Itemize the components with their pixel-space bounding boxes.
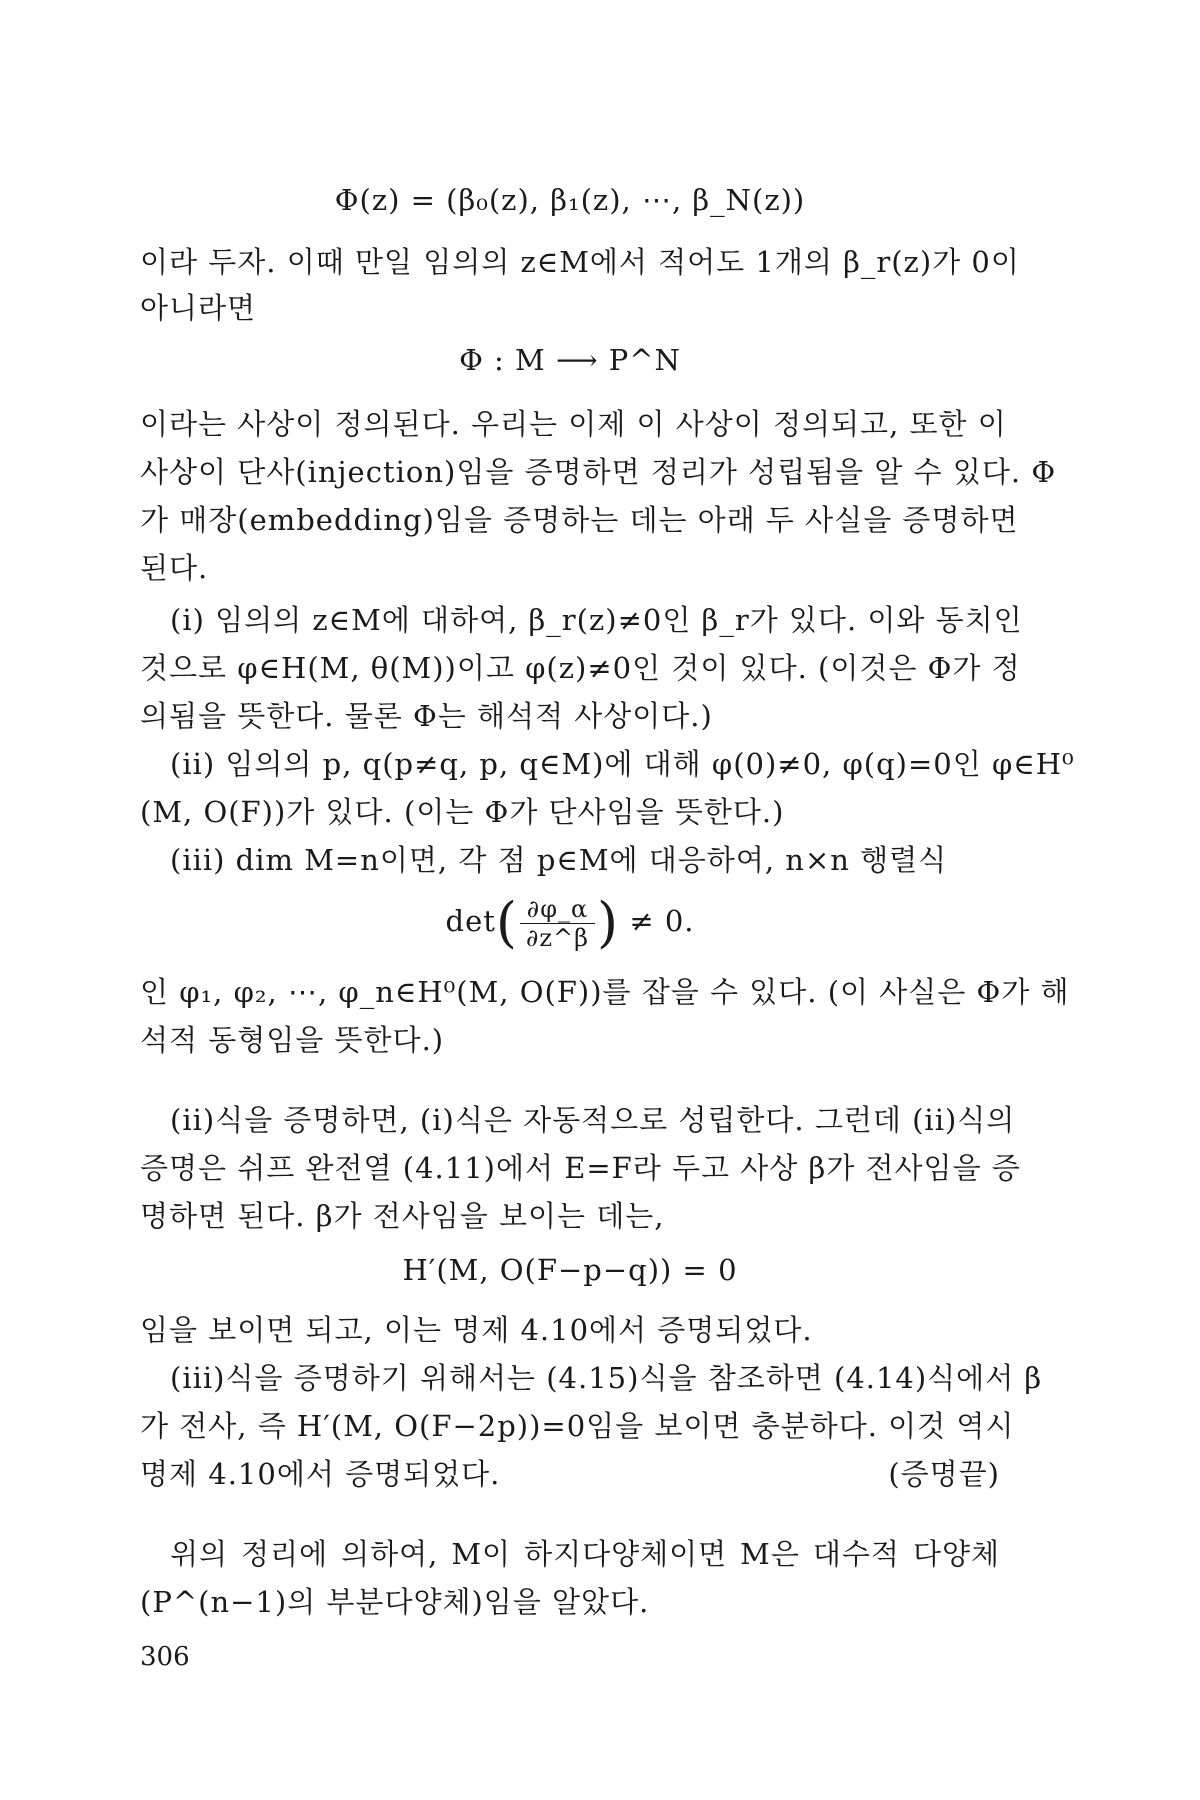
det-label: det bbox=[445, 904, 496, 938]
text-line: (iii)식을 증명하기 위해서는 (4.15)식을 참조하면 (4.14)식에서 β bbox=[170, 1361, 1043, 1395]
right-paren: ) bbox=[597, 891, 620, 954]
condition-iii-line: (iii) dim M=n이면, 각 점 p∈M에 대응하여, n×n 행렬식 bbox=[170, 843, 948, 877]
text-line: 위의 정리에 의하여, M이 하지다양체이면 M은 대수적 다양체 bbox=[170, 1537, 1000, 1571]
equation-determinant bbox=[140, 886, 1000, 956]
condition-i-line: (i) 임의의 z∈M에 대하여, β_r(z)≠0인 β_r가 있다. 이와 동치인 bbox=[170, 603, 1023, 637]
text-line: 명제 4.10에서 증명되었다. bbox=[140, 1457, 501, 1491]
condition-i-line: 의됨을 뜻한다. 물론 Φ는 해석적 사상이다.) bbox=[140, 699, 713, 733]
left-paren: ( bbox=[495, 891, 518, 954]
condition-ii-line: (M, O(F))가 있다. (이는 Φ가 단사임을 뜻한다.) bbox=[140, 795, 785, 829]
partial-fraction bbox=[520, 895, 595, 952]
condition-i-line: 것으로 φ∈H(M, θ(M))이고 φ(z)≠0인 것이 있다. (이것은 Φ가 정 bbox=[140, 651, 1021, 685]
equation-cohomology: H′(M, O(F−p−q)) = 0 bbox=[402, 1253, 738, 1287]
condition-iii-line: 석적 동형임을 뜻한다.) bbox=[140, 1023, 445, 1057]
fraction-numerator: ∂φ_α bbox=[520, 895, 595, 924]
text-line: 아니라면 bbox=[140, 291, 257, 325]
text-line: 증명은 쉬프 완전열 (4.11)에서 E=F라 두고 사상 β가 전사임을 증 bbox=[140, 1151, 1021, 1185]
text-line: 가 매장(embedding)임을 증명하는 데는 아래 두 사실을 증명하면 bbox=[140, 503, 1019, 537]
proof-end-marker: (증명끝) bbox=[888, 1457, 1000, 1491]
equation-phi-definition: Φ(z) = (β₀(z), β₁(z), ⋯, β_N(z)) bbox=[334, 183, 806, 217]
text-line: (ii)식을 증명하면, (i)식은 자동적으로 성립한다. 그런데 (ii)식의 bbox=[170, 1103, 1016, 1137]
text-line: 이라 두자. 이때 만일 임의의 z∈M에서 적어도 1개의 β_r(z)가 0이 bbox=[140, 245, 1020, 279]
text-line: 명하면 된다. β가 전사임을 보이는 데는, bbox=[140, 1199, 665, 1233]
condition-ii-line: (ii) 임의의 p, q(p≠q, p, q∈M)에 대해 φ(0)≠0, φ(q)=0인 φ∈H⁰ bbox=[170, 747, 1075, 781]
condition-iii-line: 인 φ₁, φ₂, ⋯, φ_n∈H⁰(M, O(F))를 잡을 수 있다. (이 사실은 Φ가 해 bbox=[140, 975, 1070, 1009]
equation-phi-map: Φ : M ⟶ P^N bbox=[459, 343, 681, 377]
text-line: 사상이 단사(injection)임을 증명하면 정리가 성립됨을 알 수 있다. Φ bbox=[140, 455, 1057, 489]
text-line: 이라는 사상이 정의된다. 우리는 이제 이 사상이 정의되고, 또한 이 bbox=[140, 407, 1007, 441]
text-line: 된다. bbox=[140, 551, 209, 585]
fraction-denominator: ∂z^β bbox=[525, 923, 590, 952]
text-line: 가 전사, 즉 H′(M, O(F−2p))=0임을 보이면 충분하다. 이것 역시 bbox=[140, 1409, 1015, 1443]
page-number: 306 bbox=[140, 1642, 190, 1672]
text-line: (P^(n−1)의 부분다양체)임을 알았다. bbox=[140, 1585, 650, 1619]
det-suffix: ≠ 0. bbox=[629, 904, 695, 938]
text-line: 임을 보이면 되고, 이는 명제 4.10에서 증명되었다. bbox=[140, 1313, 813, 1347]
